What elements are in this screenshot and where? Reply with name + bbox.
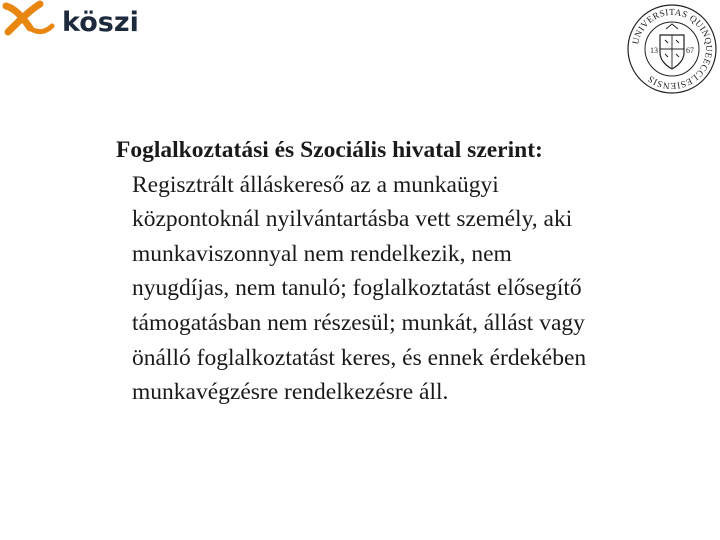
university-seal-icon xyxy=(626,3,718,95)
definition-heading: Foglalkoztatási és Szociális hivatal szerint: xyxy=(116,137,543,163)
university-seal xyxy=(626,3,718,95)
koszi-logo-icon xyxy=(0,0,139,42)
definition-line: munkavégzésre rendelkezésre áll. xyxy=(132,379,449,406)
definition-line: önálló foglalkoztatást keres, és ennek érdekében xyxy=(132,344,587,371)
definition-paragraph xyxy=(116,168,696,410)
koszi-logo xyxy=(0,0,139,42)
definition-line: nyugdíjas, nem tanuló; foglalkoztatást elősegítő xyxy=(132,275,582,302)
definition-line: központoknál nyilvántartásba vett személy, aki xyxy=(132,206,573,233)
definition-block xyxy=(116,133,696,410)
definition-line: Regisztrált álláskereső az a munkaügyi xyxy=(132,171,499,198)
seal-year-left: 13 xyxy=(650,46,658,55)
definition-line: támogatásban nem részesül; munkát, állást vagy xyxy=(132,309,585,336)
logo-text: köszi xyxy=(62,7,139,38)
seal-ring-text: UNIVERSITAS QUINQUEECCLESIENSIS xyxy=(630,6,715,92)
definition-line: munkaviszonnyal nem rendelkezik, nem xyxy=(132,240,512,267)
seal-year-right: 67 xyxy=(686,46,694,55)
